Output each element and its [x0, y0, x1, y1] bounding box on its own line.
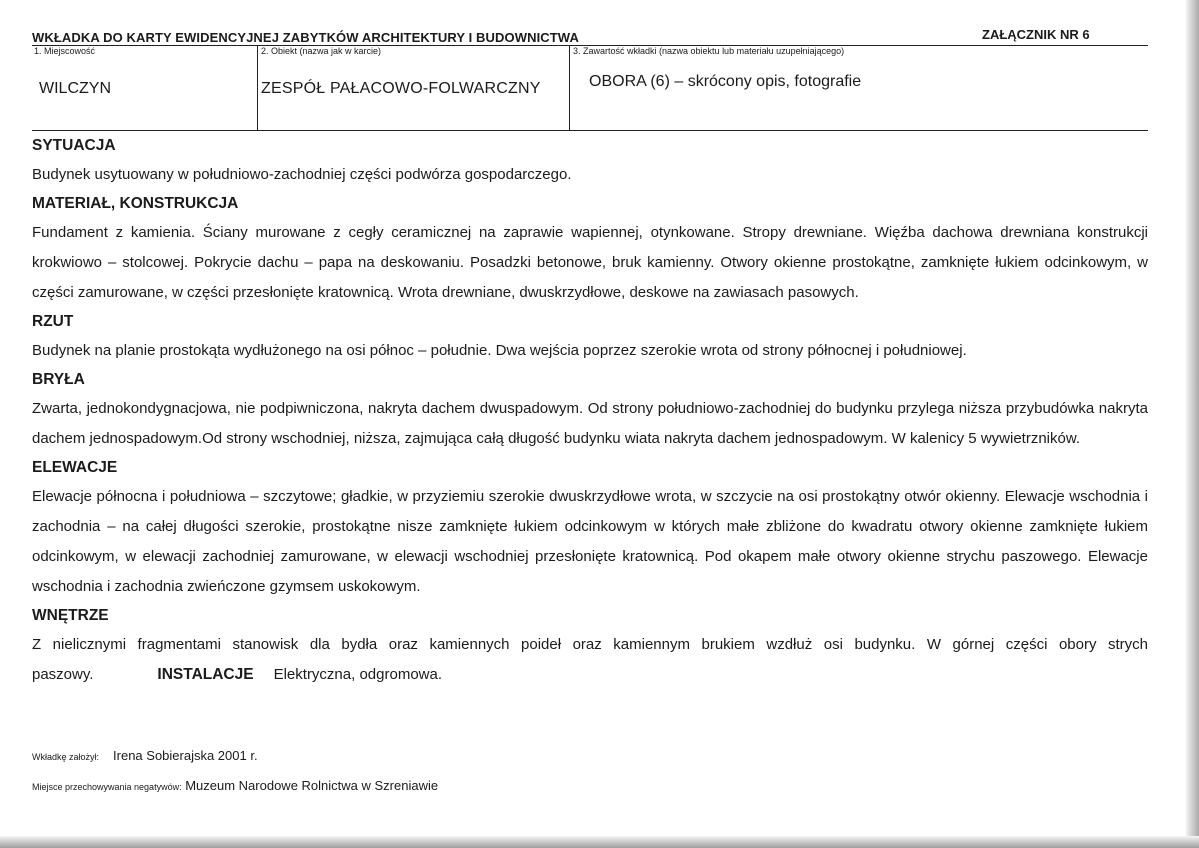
table-bottom-divider: [32, 130, 1148, 131]
negatives-value: Muzeum Narodowe Rolnictwa w Szreniawie: [185, 778, 439, 793]
description-body: [32, 132, 1148, 690]
locality-value: WILCZYN: [39, 80, 111, 97]
section-text-bryla: Zwarta, jednokondygnacjowa, nie podpiwniczona, nakryta dachem dwuspadowym. Od strony południowo-zachodniej do budynku przylega niższa przybudówka nakryta dachem jednospadowym.Od strony wschodniej, niższa, zajmująca całą długość budynku wiata nakryta dachem jednospadowym. W kalenicy 5 wywietrzników.: [32, 400, 1148, 447]
section-heading-bryla: BRYŁA: [32, 371, 85, 388]
column-divider-2: [569, 45, 570, 130]
section-heading-wnetrze: WNĘTRZE: [32, 607, 109, 624]
instalacje-text: Elektryczna, odgromowa.: [273, 666, 442, 683]
founded-label: Wkładkę założył:: [32, 752, 100, 762]
section-heading-rzut: RZUT: [32, 313, 74, 330]
locality-label: 1. Miejscowość: [34, 46, 96, 56]
scan-edge-bottom: [0, 836, 1199, 848]
section-heading-material: MATERIAŁ, KONSTRUKCJA: [32, 195, 239, 212]
founded-by: [32, 748, 258, 763]
section-text-elewacje: Elewacje północna i południowa – szczytowe; gładkie, w przyziemiu szerokie dwuskrzydłowe wrota, w szczycie na osi prostokątny otwór okienny. Elewacje wschodnia i zachodnia – na całej długości szerokie, prostokątne nisze zamknięte łukiem odcinkowym w których małe zbliżone do kwadratu otwory okienne zamknięte łukiem odcinkowym, w elewacji zachodniej zamurowane, w elewacji wschodniej przesłonięte kratownicą. Pod okapem małe otwory okienne strychu paszowego. Elewacje wschodnia i zachodnia zwieńczone gzymsem uskokowym.: [32, 488, 1148, 595]
founded-value: Irena Sobierajska 2001 r.: [113, 748, 258, 763]
object-label: 2. Obiekt (nazwa jak w karcie): [261, 46, 382, 56]
negatives-label: Miejsce przechowywania negatywów:: [32, 782, 182, 792]
column-divider-1: [257, 45, 258, 130]
document-title: WKŁADKA DO KARTY EWIDENCYJNEJ ZABYTKÓW ARCHITEKTURY I BUDOWNICTWA: [32, 30, 579, 45]
section-text-material: Fundament z kamienia. Ściany murowane z cegły ceramicznej na zaprawie wapiennej, otynkowane. Stropy drewniane. Więźba dachowa drewniana konstrukcji krokwiowo – stolcowej. Pokrycie dachu – papa na deskowaniu. Posadzki betonowe, bruk kamienny. Otwory okienne prostokątne, zamknięte łukiem odcinkowym, w części zamurowane, w części przesłonięte kratownicą. Wrota drewniane, dwuskrzydłowe, deskowe na zawiasach pasowych.: [32, 224, 1148, 301]
section-heading-elewacje: ELEWACJE: [32, 459, 118, 476]
section-heading-instalacje: INSTALACJE: [157, 666, 254, 683]
section-heading-sytuacja: SYTUACJA: [32, 137, 116, 154]
wnetrze-text: Z nielicznymi fragmentami stanowisk dla bydła oraz kamiennych poideł oraz kamiennym brukiem wzdłuż osi budynku. W górnej części obory strych paszowy.: [32, 636, 1148, 683]
section-text-wnetrze: [32, 630, 1148, 690]
scan-edge-right: [1186, 0, 1199, 848]
section-text-rzut: Budynek na planie prostokąta wydłużonego na osi północ – południe. Dwa wejścia poprzez szerokie wrota od strony północnej i południowej.: [32, 342, 967, 359]
annex-number: ZAŁĄCZNIK NR 6: [982, 27, 1090, 42]
insert-content-label: 3. Zawartość wkładki (nazwa obiektu lub materiału uzupełniającego): [573, 46, 845, 56]
section-text-sytuacja: Budynek usytuowany w południowo-zachodniej części podwórza gospodarczego.: [32, 166, 572, 183]
object-value: ZESPÓŁ PAŁACOWO-FOLWARCZNY: [261, 80, 541, 97]
negatives-storage: [32, 778, 438, 793]
insert-content-value: OBORA (6) – skrócony opis, fotografie: [589, 73, 862, 90]
